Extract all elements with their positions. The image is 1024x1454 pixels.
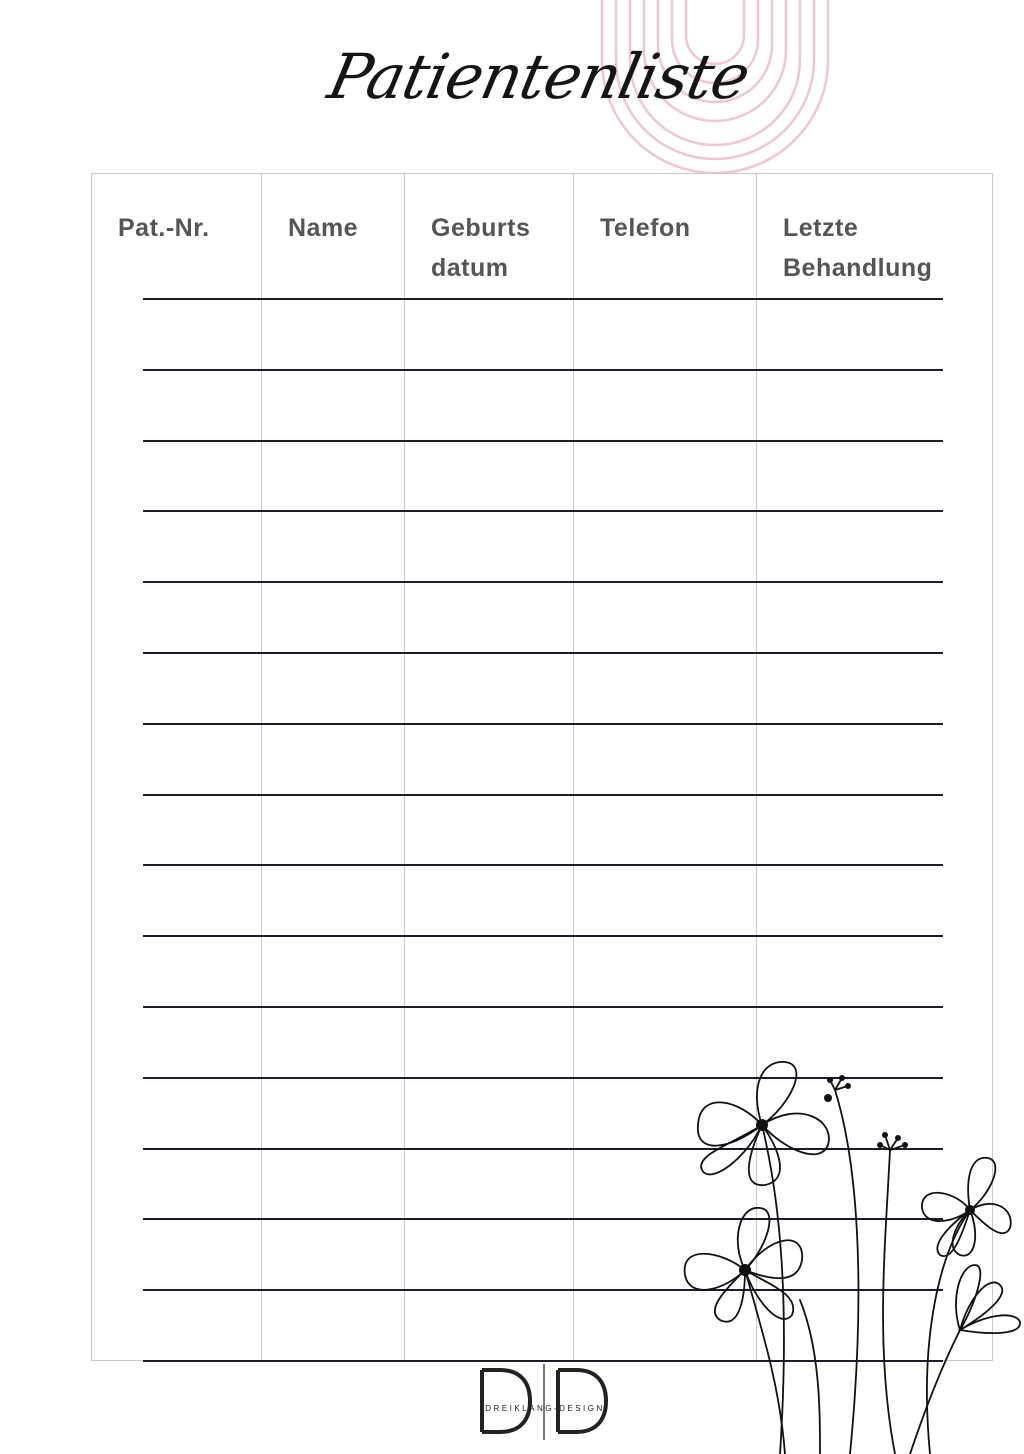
header-label-line2: Behandlung — [783, 254, 933, 282]
row-line — [143, 864, 943, 866]
row-line — [143, 935, 943, 937]
header-label: Telefon — [600, 214, 691, 242]
header-pat-nr — [118, 208, 210, 248]
brand-name: DREIKLANG-DESIGN — [485, 1404, 605, 1413]
header-name — [288, 208, 358, 248]
row-line — [143, 652, 943, 654]
header-label: Name — [288, 214, 359, 242]
row-line — [143, 369, 943, 371]
column-separator — [573, 173, 574, 1361]
row-line — [143, 510, 943, 512]
page-title-text: Patientenliste — [322, 40, 756, 113]
header-label: Letzte — [783, 214, 859, 242]
page-title — [322, 20, 756, 160]
monogram-logo-icon — [470, 1362, 620, 1442]
row-line — [143, 1006, 943, 1008]
header-label: Geburts — [431, 214, 531, 242]
row-line — [143, 440, 943, 442]
column-separator — [404, 173, 405, 1361]
header-label-line2: datum — [431, 254, 509, 282]
row-line — [143, 794, 943, 796]
row-line — [143, 298, 943, 300]
header-telefon — [600, 208, 691, 248]
row-line — [143, 581, 943, 583]
flower-illustration — [670, 1050, 1024, 1454]
column-separator — [261, 173, 262, 1361]
brand-logo — [470, 1362, 620, 1442]
header-label: Pat.-Nr. — [118, 214, 210, 242]
row-line — [143, 723, 943, 725]
header-geburtsdatum — [431, 208, 530, 288]
header-letzte-behandlung — [783, 208, 932, 288]
